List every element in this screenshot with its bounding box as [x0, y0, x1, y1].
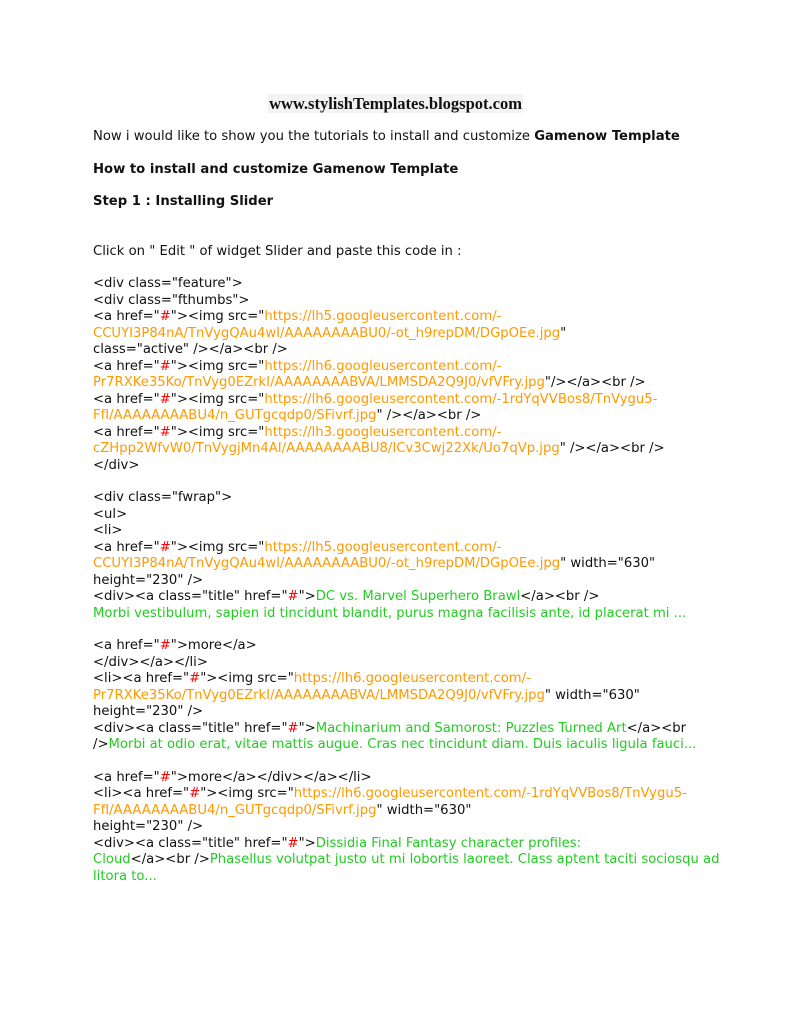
- code-line: Morbi vestibulum, sapien id tincidunt blandit, purus magna facilisis ante, id placerat mi ...: [93, 605, 687, 621]
- code-line: height="230" />: [93, 572, 204, 588]
- code-line: <div><a class="title" href="#">Dissidia Final Fantasy character profiles:: [93, 835, 582, 851]
- code-line: <ul>: [93, 506, 128, 522]
- code-line: <li><a href="#"><img src="https://lh6.googleusercontent.com/-: [93, 671, 531, 686]
- title-text: DC vs. Marvel Superhero Brawl: [315, 589, 521, 604]
- instruction-text: Click on " Edit " of widget Slider and paste this code in :: [93, 243, 462, 259]
- url-link[interactable]: CCUYI3P84nA/TnVygQAu4wI/AAAAAAAABU0/-ot_h9repDM/DGpOEe.jpg: [93, 556, 561, 571]
- code-line: Cloud</a><br />Phasellus volutpat justo ut mi lobortis laoreet. Class aptent taciti sociosqu ad litora to...: [93, 852, 720, 884]
- code-line: <a href="#">more</a>: [93, 638, 257, 653]
- code-line: FfI/AAAAAAAABU4/n_GUTgcqdp0/SFivrf.jpg" /></a><br />: [93, 408, 482, 423]
- code-line: <div class="fwrap">: [93, 490, 233, 505]
- site-title-text: www.stylishTemplates.blogspot.com: [269, 94, 522, 113]
- code-line: class="active" /></a><br />: [93, 342, 288, 357]
- heading-install: How to install and customize Gamenow Template: [93, 161, 459, 177]
- url-link[interactable]: https://lh3.googleusercontent.com/-: [264, 424, 502, 440]
- code-line: CCUYI3P84nA/TnVygQAu4wI/AAAAAAAABU0/-ot_h9repDM/DGpOEe.jpg": [93, 325, 567, 341]
- url-link[interactable]: https://lh5.googleusercontent.com/-: [264, 539, 502, 555]
- url-link[interactable]: CCUYI3P84nA/TnVygQAu4wI/AAAAAAAABU0/-ot_h9repDM/DGpOEe.jpg: [93, 325, 561, 341]
- url-link[interactable]: https://lh6.googleusercontent.com/-: [293, 671, 531, 686]
- url-link[interactable]: FfI/AAAAAAAABU4/n_GUTgcqdp0/SFivrf.jpg: [93, 408, 377, 423]
- code-line: height="230" />: [93, 704, 204, 719]
- url-link[interactable]: cZHpp2WfvW0/TnVygjMn4AI/AAAAAAAABU8/ICv3Cwj22Xk/Uo7qVp.jpg: [93, 441, 560, 456]
- code-line: CCUYI3P84nA/TnVygQAu4wI/AAAAAAAABU0/-ot_h9repDM/DGpOEe.jpg" width="630": [93, 556, 656, 571]
- url-link[interactable]: Pr7RXKe35Ko/TnVyg0EZrkI/AAAAAAAABVA/LMMSDA2Q9J0/vfVFry.jpg: [93, 375, 545, 390]
- code-line: <a href="#"><img src="https://lh5.googleusercontent.com/-: [93, 309, 502, 324]
- heading-step1: Step 1 : Installing Slider: [93, 194, 274, 209]
- desc-text: Phasellus volutpat justo ut mi lobortis laoreet. Class aptent taciti sociosqu ad litora to...: [93, 852, 720, 884]
- code-line: <div><a class="title" href="#">DC vs. Marvel Superhero Brawl</a><br />: [93, 589, 600, 604]
- code-line: <a href="#"><img src="https://lh6.googleusercontent.com/-: [93, 358, 502, 374]
- document-body: [93, 129, 733, 885]
- code-line: <div><a class="title" href="#">Machinarium and Samorost: Puzzles Turned Art</a><br: [93, 720, 687, 736]
- code-line: <li><a href="#"><img src="https://lh6.googleusercontent.com/-1rdYqVVBos8/TnVygu5-: [93, 786, 687, 801]
- desc-text: Morbi at odio erat, vitae mattis augue. Cras nec tincidunt diam. Duis iaculis ligula fauci...: [108, 737, 697, 752]
- code-line: Pr7RXKe35Ko/TnVyg0EZrkI/AAAAAAAABVA/LMMSDA2Q9J0/vfVFry.jpg" width="630": [93, 687, 640, 703]
- code-line: <div class="fthumbs">: [93, 292, 250, 308]
- intro-bold: Gamenow Template: [534, 129, 680, 144]
- code-line: cZHpp2WfvW0/TnVygjMn4AI/AAAAAAAABU8/ICv3Cwj22Xk/Uo7qVp.jpg" /></a><br />: [93, 441, 665, 456]
- intro-paragraph: [93, 129, 733, 146]
- site-title: [0, 94, 791, 114]
- title-text: Dissidia Final Fantasy character profiles:: [315, 835, 582, 851]
- code-block: [93, 276, 733, 885]
- code-line: <a href="#"><img src="https://lh6.googleusercontent.com/-1rdYqVVBos8/TnVygu5-: [93, 391, 658, 407]
- url-link[interactable]: https://lh6.googleusercontent.com/-1rdYqVVBos8/TnVygu5-: [293, 786, 687, 801]
- code-line: <a href="#"><img src="https://lh3.googleusercontent.com/-: [93, 424, 502, 440]
- code-line: Pr7RXKe35Ko/TnVyg0EZrkI/AAAAAAAABVA/LMMSDA2Q9J0/vfVFry.jpg"/></a><br />: [93, 375, 646, 390]
- title-text: Machinarium and Samorost: Puzzles Turned Art: [315, 720, 627, 736]
- code-line: </div>: [93, 457, 140, 473]
- url-link[interactable]: https://lh6.googleusercontent.com/-: [264, 358, 502, 374]
- url-link[interactable]: https://lh6.googleusercontent.com/-1rdYqVVBos8/TnVygu5-: [264, 391, 658, 407]
- code-line: <div class="feature">: [93, 276, 243, 291]
- code-line: />Morbi at odio erat, vitae mattis augue. Cras nec tincidunt diam. Duis iaculis ligula fauci...: [93, 737, 697, 752]
- code-line: <a href="#"><img src="https://lh5.googleusercontent.com/-: [93, 539, 502, 555]
- intro-text: Now i would like to show you the tutorials to install and customize: [93, 129, 535, 144]
- code-line: FfI/AAAAAAAABU4/n_GUTgcqdp0/SFivrf.jpg" width="630": [93, 802, 472, 818]
- code-line: <a href="#">more</a></div></a></li>: [93, 769, 372, 785]
- url-link[interactable]: https://lh5.googleusercontent.com/-: [264, 309, 502, 324]
- code-line: <li>: [93, 523, 123, 538]
- url-link[interactable]: Pr7RXKe35Ko/TnVyg0EZrkI/AAAAAAAABVA/LMMSDA2Q9J0/vfVFry.jpg: [93, 687, 545, 703]
- code-line: height="230" />: [93, 819, 204, 834]
- code-line: </div></a></li>: [93, 654, 208, 670]
- url-link[interactable]: FfI/AAAAAAAABU4/n_GUTgcqdp0/SFivrf.jpg: [93, 802, 377, 818]
